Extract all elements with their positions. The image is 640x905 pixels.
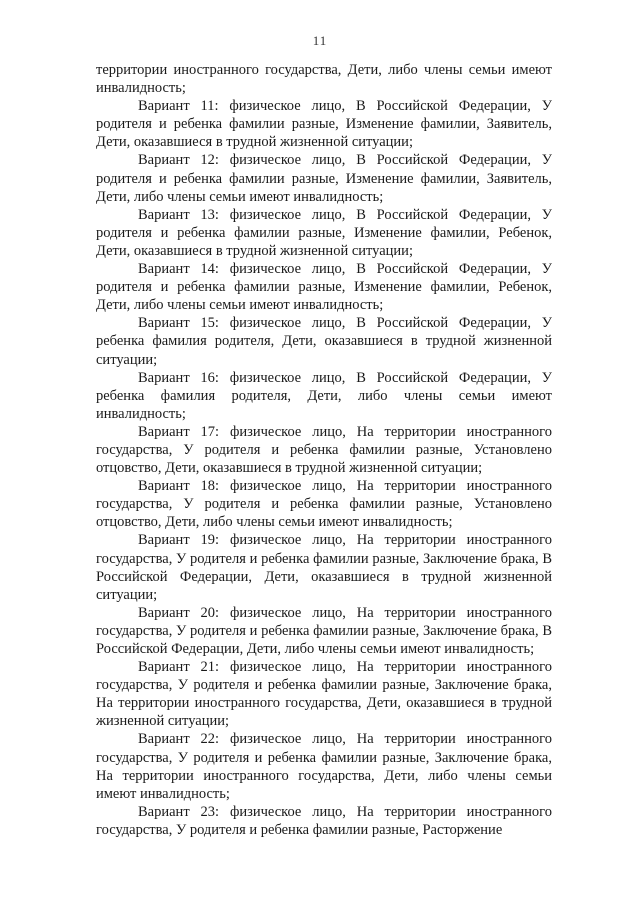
paragraph: Вариант 23: физическое лицо, На территории иностранного государства, У родителя и ребенка фамилии разные, Расторжение: [96, 803, 552, 838]
paragraph: Вариант 14: физическое лицо, В Российской Федерации, У родителя и ребенка фамилии разные, Изменение фамилии, Ребенок, Дети, либо члены семьи имеют инвалидность;: [96, 261, 552, 314]
paragraph: Вариант 18: физическое лицо, На территории иностранного государства, У родителя и ребенка фамилии разные, Установлено отцовство, Дети, либо члены семьи имеют инвалидность;: [96, 478, 552, 531]
paragraph: Вариант 13: физическое лицо, В Российской Федерации, У родителя и ребенка фамилии разные, Изменение фамилии, Ребенок, Дети, оказавшиеся в трудной жизненной ситуации;: [96, 206, 552, 259]
document-body: [96, 61, 552, 839]
paragraph: Вариант 22: физическое лицо, На территории иностранного государства, У родителя и ребенка фамилии разные, Заключение брака, На территории иностранного государства, Дети, либо члены семьи имеют инвалидность;: [96, 731, 552, 802]
paragraph: Вариант 16: физическое лицо, В Российской Федерации, У ребенка фамилия родителя, Дети, либо члены семьи имеют инвалидность;: [96, 369, 552, 422]
paragraph: Вариант 20: физическое лицо, На территории иностранного государства, У родителя и ребенка фамилии разные, Заключение брака, В Российской Федерации, Дети, либо члены семьи имеют инвалидность;: [96, 604, 552, 657]
paragraph: Вариант 19: физическое лицо, На территории иностранного государства, У родителя и ребенка фамилии разные, Заключение брака, В Российской Федерации, Дети, оказавшиеся в трудной жизненной ситуации;: [96, 532, 552, 603]
paragraph: территории иностранного государства, Дети, либо члены семьи имеют инвалидность;: [96, 62, 552, 97]
paragraph: Вариант 21: физическое лицо, На территории иностранного государства, У родителя и ребенка фамилии разные, Заключение брака, На территории иностранного государства, Дети, оказавшиеся в трудной жизненной ситуации;: [96, 659, 552, 730]
paragraph: Вариант 17: физическое лицо, На территории иностранного государства, У родителя и ребенка фамилии разные, Установлено отцовство, Дети, оказавшиеся в трудной жизненной ситуации;: [96, 423, 552, 477]
page-number: 11: [312, 33, 328, 48]
paragraph: Вариант 11: физическое лицо, В Российской Федерации, У родителя и ребенка фамилии разные, Изменение фамилии, Заявитель, Дети, оказавшиеся в трудной жизненной ситуации;: [96, 98, 552, 151]
paragraph: Вариант 12: физическое лицо, В Российской Федерации, У родителя и ребенка фамилии разные, Изменение фамилии, Заявитель, Дети, либо члены семьи имеют инвалидность;: [96, 152, 552, 205]
paragraph: Вариант 15: физическое лицо, В Российской Федерации, У ребенка фамилия родителя, Дети, оказавшиеся в трудной жизненной ситуации;: [96, 315, 552, 368]
